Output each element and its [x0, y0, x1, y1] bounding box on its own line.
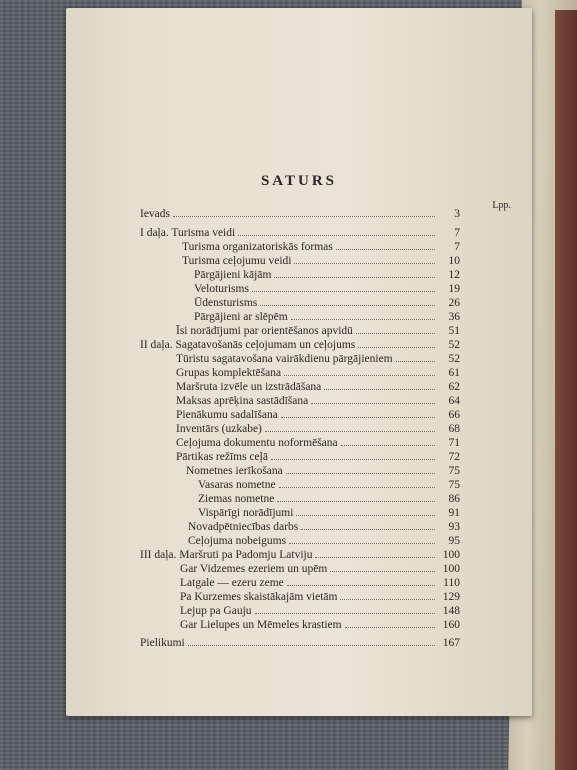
leader-dots: [291, 310, 435, 320]
toc-entry-page: 167: [442, 637, 460, 649]
leader-dots: [345, 618, 435, 628]
table-of-contents: [66, 8, 532, 716]
toc-entry: [176, 450, 460, 463]
page-title: SATURS: [260, 173, 338, 189]
leader-dots: [279, 478, 435, 488]
toc-entry: [140, 338, 460, 351]
toc-entry-label: Novadpētniecības darbs: [188, 521, 299, 533]
toc-entry: [176, 366, 460, 379]
toc-entry: [176, 352, 460, 365]
toc-entry: [176, 408, 460, 421]
toc-entry-page: 19: [448, 283, 460, 295]
toc-entry-page: 100: [442, 549, 460, 561]
toc-entry-label: Grupas komplektēšana: [176, 367, 282, 379]
toc-entry: [198, 492, 460, 505]
toc-entry-page: 26: [448, 297, 460, 309]
toc-entry-label: Turisma ceļojumu veidi: [182, 255, 292, 267]
leader-dots: [341, 436, 435, 446]
leader-dots: [301, 520, 435, 530]
book-spine: [555, 10, 577, 770]
toc-entry: [176, 436, 460, 449]
toc-entry: [186, 464, 460, 477]
toc-entry-page: 68: [448, 423, 460, 435]
toc-entry: [176, 324, 460, 337]
toc-entry-page: 36: [448, 311, 460, 323]
toc-entry-page: 66: [448, 409, 460, 421]
leader-dots: [311, 394, 435, 404]
toc-entry-label: Vispārīgi norādījumi: [198, 507, 294, 519]
toc-entry-page: 51: [448, 325, 460, 337]
toc-entry-label: Veloturisms: [194, 283, 249, 295]
toc-entry-label: Maršruta izvēle un izstrādāšana: [176, 381, 322, 393]
toc-entry-page: 3: [454, 208, 460, 220]
leader-dots: [356, 324, 435, 334]
toc-entry-page: 160: [442, 619, 460, 631]
book-page: [66, 8, 532, 716]
toc-entry-page: 129: [442, 591, 460, 603]
toc-entry: [180, 590, 460, 603]
toc-entry-page: 52: [448, 339, 460, 351]
toc-entry-label: Tūristu sagatavošana vairākdienu pārgājieniem: [176, 353, 393, 365]
leader-dots: [188, 636, 435, 646]
leader-dots: [238, 226, 435, 236]
toc-entry: [176, 422, 460, 435]
leader-dots: [340, 590, 435, 600]
toc-entry: [140, 226, 460, 239]
toc-entry-label: Ziemas nometne: [198, 493, 275, 505]
toc-entry-label: Pienākumu sadalīšana: [176, 409, 278, 421]
leader-dots: [274, 268, 435, 278]
toc-entry-label: III daļa. Maršruti pa Padomju Latviju: [140, 549, 313, 561]
toc-entry: [194, 282, 460, 295]
toc-entry-page: 95: [448, 535, 460, 547]
toc-entry-label: Pārtikas režīms ceļā: [176, 451, 268, 463]
toc-entry-page: 71: [448, 437, 460, 449]
toc-entry-page: 62: [448, 381, 460, 393]
toc-entry-label: Pa Kurzemes skaistākajām vietām: [180, 591, 338, 603]
toc-entry-page: 7: [454, 227, 460, 239]
leader-dots: [265, 422, 435, 432]
toc-entry: [180, 618, 460, 631]
toc-entry: [180, 562, 460, 575]
toc-entry-page: 61: [448, 367, 460, 379]
toc-entry: [140, 207, 460, 220]
page-column-header: Lpp.: [492, 200, 511, 211]
toc-entry-page: 110: [443, 577, 460, 589]
toc-entry-page: 64: [448, 395, 460, 407]
toc-entry-label: Īsi norādījumi par orientēšanos apvidū: [176, 325, 353, 337]
toc-entry-label: Lejup pa Gauju: [180, 605, 252, 617]
toc-entry: [194, 296, 460, 309]
toc-entry-page: 10: [448, 255, 460, 267]
toc-entry-page: 52: [448, 353, 460, 365]
leader-dots: [286, 464, 435, 474]
toc-entry-label: Vasaras nometne: [198, 479, 276, 491]
toc-entry-page: 7: [454, 241, 460, 253]
toc-entry-page: 72: [448, 451, 460, 463]
toc-entry: [176, 394, 460, 407]
leader-dots: [294, 254, 435, 264]
leader-dots: [330, 562, 435, 572]
toc-entry: [140, 636, 460, 649]
toc-entry-label: Ceļojuma dokumentu noformēšana: [176, 437, 338, 449]
toc-entry-label: I daļa. Turisma veidi: [140, 227, 236, 239]
toc-entry: [140, 548, 460, 561]
toc-entry: [182, 240, 460, 253]
leader-dots: [289, 534, 435, 544]
leader-dots: [255, 604, 435, 614]
toc-entry-label: Gar Vidzemes ezeriem un upēm: [180, 563, 328, 575]
leader-dots: [287, 576, 435, 586]
leader-dots: [358, 338, 435, 348]
leader-dots: [315, 548, 435, 558]
toc-entry-page: 100: [442, 563, 460, 575]
toc-entry-label: Gar Lielupes un Mēmeles krastiem: [180, 619, 342, 631]
toc-entry-label: Pārgājieni ar slēpēm: [194, 311, 288, 323]
toc-entry-label: Maksas aprēķina sastādīšana: [176, 395, 309, 407]
toc-entry: [180, 576, 460, 589]
toc-entry: [180, 604, 460, 617]
toc-entry: [188, 534, 460, 547]
toc-entry-label: Pielikumi: [140, 637, 185, 649]
leader-dots: [271, 450, 435, 460]
toc-entry-label: Ievads: [140, 208, 171, 220]
toc-entry: [194, 310, 460, 323]
toc-entry-label: Pārgājieni kājām: [194, 269, 272, 281]
leader-dots: [277, 492, 435, 502]
toc-entry-label: Ceļojuma nobeigums: [188, 535, 287, 547]
leader-dots: [284, 366, 435, 376]
toc-entry-page: 86: [448, 493, 460, 505]
leader-dots: [324, 380, 435, 390]
leader-dots: [173, 207, 435, 217]
leader-dots: [296, 506, 435, 516]
toc-entry-label: Ūdensturisms: [194, 297, 258, 309]
toc-entry: [188, 520, 460, 533]
toc-entry-page: 93: [448, 521, 460, 533]
toc-entry: [198, 478, 460, 491]
toc-entry: [182, 254, 460, 267]
toc-entry-label: Latgale — ezeru zeme: [180, 577, 284, 589]
toc-entry-label: II daļa. Sagatavošanās ceļojumam un ceļojums: [140, 339, 356, 351]
toc-entry-page: 75: [448, 479, 460, 491]
toc-entry: [176, 380, 460, 393]
toc-entry-page: 75: [448, 465, 460, 477]
leader-dots: [281, 408, 435, 418]
toc-entry-page: 148: [442, 605, 460, 617]
leader-dots: [396, 352, 435, 362]
toc-entry-page: 91: [448, 507, 460, 519]
toc-entry-label: Turisma organizatoriskās formas: [182, 241, 333, 253]
toc-entry: [194, 268, 460, 281]
toc-entry-page: 12: [448, 269, 460, 281]
leader-dots: [252, 282, 435, 292]
leader-dots: [260, 296, 435, 306]
toc-entry-label: Nometnes ierīkošana: [186, 465, 283, 477]
toc-entry: [198, 506, 460, 519]
toc-entry-label: Inventārs (uzkabe): [176, 423, 262, 435]
leader-dots: [336, 240, 435, 250]
